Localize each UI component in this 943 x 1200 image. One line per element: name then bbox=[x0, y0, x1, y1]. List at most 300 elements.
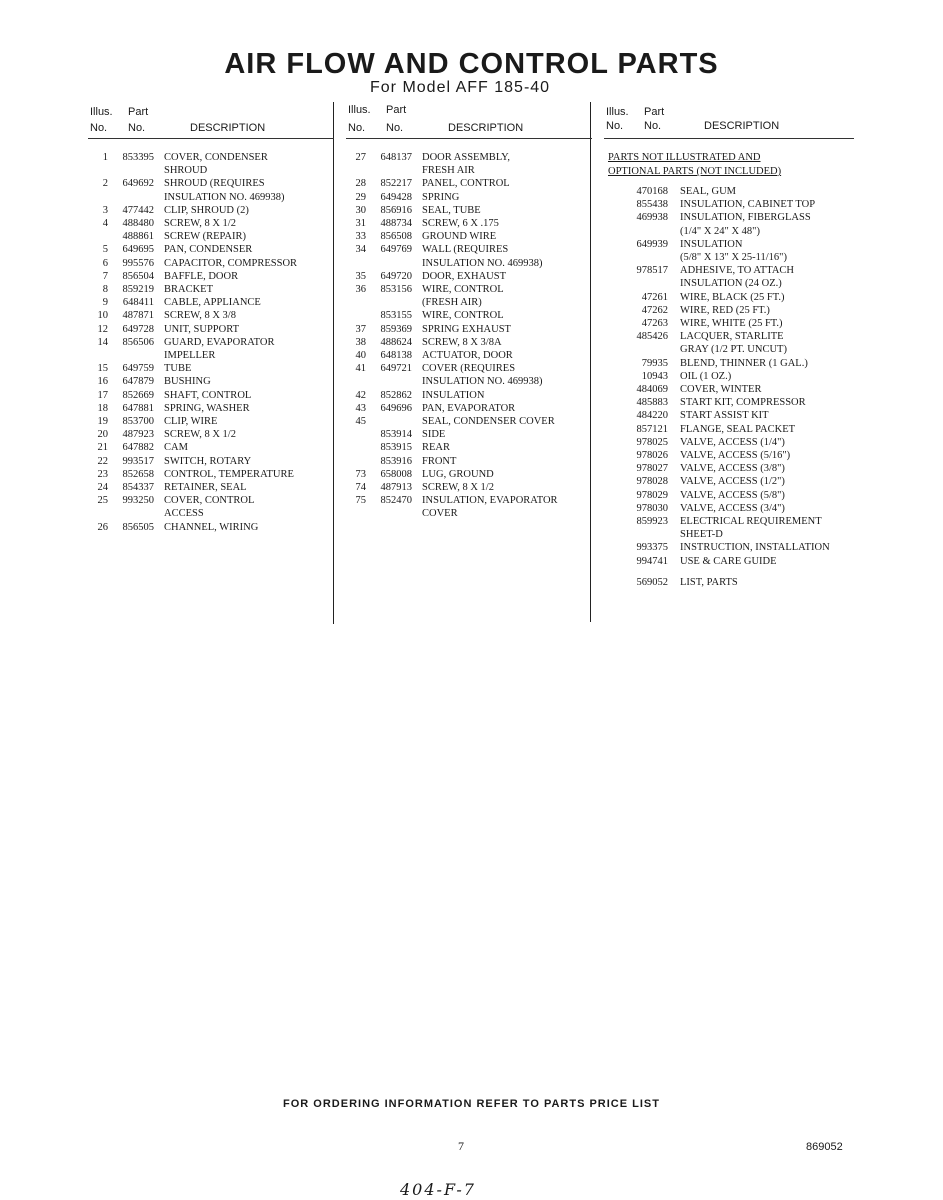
parts-row bbox=[346, 336, 592, 349]
part-description: CABLE, APPLIANCE bbox=[164, 297, 261, 309]
part-number: 995576 bbox=[122, 257, 154, 269]
parts-row bbox=[346, 481, 592, 494]
part-description: FRONT bbox=[422, 455, 457, 467]
header-illus: Illus. bbox=[348, 104, 371, 116]
part-number: 649721 bbox=[380, 363, 412, 375]
part-number: 852470 bbox=[380, 495, 412, 507]
illus-number: 29 bbox=[355, 191, 366, 203]
part-number: 647882 bbox=[122, 442, 154, 454]
parts-row bbox=[346, 362, 592, 375]
part-description: LIST, PARTS bbox=[680, 576, 738, 588]
parts-row bbox=[346, 151, 592, 164]
parts-row bbox=[604, 462, 854, 475]
part-number: 994741 bbox=[636, 555, 668, 567]
part-number: 855438 bbox=[636, 199, 668, 211]
illus-number: 6 bbox=[102, 257, 108, 269]
part-number: 487871 bbox=[122, 310, 154, 322]
part-description: INSULATION bbox=[422, 389, 485, 401]
part-description: SHROUD bbox=[164, 165, 208, 177]
illus-number: 3 bbox=[102, 204, 108, 216]
part-number: 484069 bbox=[636, 384, 668, 396]
parts-row bbox=[604, 409, 854, 422]
part-number: 648411 bbox=[122, 297, 154, 309]
part-number: 993250 bbox=[122, 495, 154, 507]
parts-row bbox=[604, 264, 854, 277]
parts-row bbox=[604, 449, 854, 462]
parts-column-2 bbox=[346, 104, 592, 521]
part-description: BAFFLE, DOOR bbox=[164, 270, 239, 282]
illus-number: 42 bbox=[355, 389, 366, 401]
parts-row bbox=[346, 428, 592, 441]
parts-row bbox=[88, 375, 334, 388]
parts-row bbox=[346, 349, 592, 362]
part-number: 485883 bbox=[636, 397, 668, 409]
ordering-footer: FOR ORDERING INFORMATION REFER TO PARTS PRICE LIST bbox=[283, 1098, 660, 1110]
illus-number: 28 bbox=[355, 178, 366, 190]
parts-row bbox=[346, 243, 592, 256]
part-description: RETAINER, SEAL bbox=[164, 482, 247, 494]
part-number: 856508 bbox=[380, 231, 412, 243]
part-number: 488624 bbox=[380, 336, 412, 348]
illus-number: 75 bbox=[355, 495, 366, 507]
parts-row bbox=[604, 383, 854, 396]
part-description: SCREW, 8 X 1/2 bbox=[164, 218, 236, 230]
part-description: SPRING, WASHER bbox=[164, 402, 250, 414]
parts-row bbox=[88, 243, 334, 256]
illus-number: 24 bbox=[97, 482, 108, 494]
illus-number: 9 bbox=[102, 297, 108, 309]
part-description: INSULATION, FIBERGLASS bbox=[680, 212, 811, 224]
illus-number: 17 bbox=[97, 389, 108, 401]
part-description: FLANGE, SEAL PACKET bbox=[680, 423, 796, 435]
part-number: 647881 bbox=[122, 402, 154, 414]
part-description: WIRE, RED (25 FT.) bbox=[680, 304, 770, 316]
parts-row bbox=[88, 270, 334, 283]
part-description: SEAL, TUBE bbox=[422, 204, 481, 216]
parts-row bbox=[604, 304, 854, 317]
parts-row bbox=[346, 402, 592, 415]
parts-list bbox=[346, 151, 592, 521]
part-number: 993517 bbox=[122, 455, 154, 467]
part-number: 978030 bbox=[636, 502, 668, 514]
header-no: No. bbox=[90, 122, 108, 134]
part-description: PAN, EVAPORATOR bbox=[422, 402, 516, 414]
illus-number: 21 bbox=[97, 442, 108, 454]
part-number: 853155 bbox=[380, 310, 412, 322]
parts-row bbox=[88, 336, 334, 349]
part-description: SCREW, 8 X 1/2 bbox=[422, 482, 494, 494]
column-header bbox=[346, 104, 592, 139]
part-description: WIRE, CONTROL bbox=[422, 310, 504, 322]
part-number: 649769 bbox=[380, 244, 412, 256]
illus-number: 10 bbox=[97, 310, 108, 322]
parts-row bbox=[604, 555, 854, 568]
parts-row bbox=[604, 423, 854, 436]
part-number: 10943 bbox=[641, 370, 668, 382]
part-description: ACCESS bbox=[164, 508, 204, 520]
parts-row bbox=[88, 362, 334, 375]
part-number: 648137 bbox=[380, 152, 412, 163]
part-description: CHANNEL, WIRING bbox=[164, 521, 259, 533]
document-number: 869052 bbox=[806, 1141, 843, 1153]
parts-row bbox=[346, 257, 592, 270]
part-description: WALL (REQUIRES bbox=[422, 244, 509, 256]
part-number: 487913 bbox=[380, 482, 412, 494]
parts-row bbox=[346, 270, 592, 283]
illus-number: 8 bbox=[102, 284, 108, 296]
part-description: BUSHING bbox=[164, 376, 211, 388]
header-description: DESCRIPTION bbox=[190, 122, 266, 134]
parts-row bbox=[604, 515, 854, 528]
parts-row bbox=[346, 177, 592, 190]
illus-number: 38 bbox=[355, 336, 366, 348]
handwritten-annotation: 404-F-7 bbox=[400, 1180, 476, 1199]
part-number: 993375 bbox=[636, 542, 668, 554]
parts-row bbox=[88, 204, 334, 217]
part-description: INSULATION, CABINET TOP bbox=[680, 199, 816, 211]
part-description: INSULATION NO. 469938) bbox=[422, 376, 543, 388]
parts-row bbox=[604, 370, 854, 383]
parts-row bbox=[346, 389, 592, 402]
parts-row bbox=[346, 164, 592, 177]
part-number: 485426 bbox=[636, 331, 668, 343]
not-illustrated-note-line: PARTS NOT ILLUSTRATED AND bbox=[608, 152, 761, 163]
illus-number: 43 bbox=[355, 402, 366, 414]
part-description: COVER (REQUIRES bbox=[422, 363, 516, 375]
page-title: AIR FLOW AND CONTROL PARTS bbox=[224, 48, 719, 80]
header-no: No. bbox=[128, 122, 146, 134]
part-description: VALVE, ACCESS (3/4") bbox=[680, 502, 785, 514]
part-description: VALVE, ACCESS (1/4") bbox=[680, 436, 785, 448]
header-part: Part bbox=[386, 104, 407, 116]
part-description: PAN, CONDENSER bbox=[164, 244, 253, 256]
part-number: 649728 bbox=[122, 323, 154, 335]
part-number: 978517 bbox=[636, 265, 668, 277]
illus-number: 16 bbox=[97, 376, 108, 388]
part-description: SCREW, 8 X 3/8 bbox=[164, 310, 236, 322]
part-description: SPRING EXHAUST bbox=[422, 323, 511, 335]
parts-row bbox=[346, 415, 592, 428]
header-no: No. bbox=[644, 120, 662, 132]
illus-number: 26 bbox=[97, 521, 108, 533]
column-header bbox=[604, 104, 854, 139]
illus-number: 23 bbox=[97, 468, 108, 480]
parts-row bbox=[88, 230, 334, 243]
part-description: WIRE, WHITE (25 FT.) bbox=[680, 318, 783, 330]
header-no: No. bbox=[348, 122, 366, 134]
part-description: SHAFT, CONTROL bbox=[164, 389, 252, 401]
part-description: COVER, WINTER bbox=[680, 384, 762, 396]
parts-row bbox=[346, 296, 592, 309]
parts-row bbox=[604, 541, 854, 554]
parts-row bbox=[604, 317, 854, 330]
part-description: CAM bbox=[164, 442, 188, 454]
illus-number: 2 bbox=[102, 178, 108, 190]
parts-row bbox=[88, 468, 334, 481]
part-number: 477442 bbox=[122, 204, 154, 216]
header-no: No. bbox=[606, 120, 624, 132]
part-number: 488861 bbox=[122, 231, 154, 243]
illus-number: 5 bbox=[102, 244, 108, 256]
part-description: WIRE, BLACK (25 FT.) bbox=[680, 291, 785, 303]
parts-row bbox=[604, 396, 854, 409]
parts-row bbox=[88, 296, 334, 309]
part-number: 649720 bbox=[380, 270, 412, 282]
part-number: 487923 bbox=[122, 429, 154, 441]
parts-row bbox=[604, 489, 854, 502]
part-description: WIRE, CONTROL bbox=[422, 284, 504, 296]
part-description: CLIP, WIRE bbox=[164, 416, 218, 428]
part-number: 488734 bbox=[380, 218, 412, 230]
part-description: IMPELLER bbox=[164, 350, 216, 362]
parts-row bbox=[604, 330, 854, 343]
parts-row bbox=[88, 257, 334, 270]
parts-row bbox=[88, 481, 334, 494]
part-description: INSULATION NO. 469938) bbox=[422, 257, 543, 269]
part-number: 852862 bbox=[380, 389, 412, 401]
part-description: ADHESIVE, TO ATTACH bbox=[680, 265, 794, 277]
part-number: 649428 bbox=[380, 191, 412, 203]
part-number: 859923 bbox=[636, 516, 668, 528]
part-number: 859219 bbox=[122, 284, 154, 296]
part-number: 853156 bbox=[380, 284, 412, 296]
part-number: 658008 bbox=[380, 468, 412, 480]
parts-row bbox=[604, 238, 854, 251]
illus-number: 19 bbox=[97, 416, 108, 428]
part-description: COVER, CONTROL bbox=[164, 495, 255, 507]
part-description: COVER, CONDENSER bbox=[164, 152, 268, 163]
illus-number: 1 bbox=[102, 152, 108, 163]
parts-row bbox=[88, 191, 334, 204]
parts-row bbox=[604, 528, 854, 541]
part-number: 978028 bbox=[636, 476, 668, 488]
part-number: 469938 bbox=[636, 212, 668, 224]
illus-number: 4 bbox=[102, 218, 108, 230]
part-number: 856506 bbox=[122, 336, 154, 348]
part-description: VALVE, ACCESS (1/2") bbox=[680, 476, 785, 488]
part-description: SCREW, 8 X 1/2 bbox=[164, 429, 236, 441]
parts-row bbox=[88, 177, 334, 190]
parts-row bbox=[604, 251, 854, 264]
part-description: START ASSIST KIT bbox=[680, 410, 769, 422]
part-description: VALVE, ACCESS (5/16") bbox=[680, 450, 791, 462]
parts-row bbox=[88, 389, 334, 402]
part-description: SCREW, 8 X 3/8A bbox=[422, 336, 502, 348]
part-number: 649692 bbox=[122, 178, 154, 190]
illus-number: 35 bbox=[355, 270, 366, 282]
part-number: 856505 bbox=[122, 521, 154, 533]
part-description: PANEL, CONTROL bbox=[422, 178, 510, 190]
part-description: GUARD, EVAPORATOR bbox=[164, 336, 275, 348]
parts-row bbox=[604, 436, 854, 449]
parts-column-3 bbox=[604, 104, 854, 589]
part-description: ACTUATOR, DOOR bbox=[422, 350, 513, 362]
part-description: START KIT, COMPRESSOR bbox=[680, 397, 806, 409]
part-description: INSULATION, EVAPORATOR bbox=[422, 495, 558, 507]
illus-number: 74 bbox=[355, 482, 366, 494]
part-number: 470168 bbox=[636, 186, 668, 197]
parts-row bbox=[604, 225, 854, 238]
header-description: DESCRIPTION bbox=[448, 122, 524, 134]
illus-number: 30 bbox=[355, 204, 366, 216]
illus-number: 36 bbox=[355, 284, 366, 296]
parts-row bbox=[88, 441, 334, 454]
part-description: GRAY (1/2 PT. UNCUT) bbox=[680, 344, 787, 356]
parts-row bbox=[88, 217, 334, 230]
part-number: 47262 bbox=[641, 304, 668, 316]
part-description: SCREW, 6 X .175 bbox=[422, 218, 499, 230]
part-description: SWITCH, ROTARY bbox=[164, 455, 252, 467]
part-description: GROUND WIRE bbox=[422, 231, 497, 243]
part-description: FRESH AIR bbox=[422, 165, 475, 177]
part-description: CLIP, SHROUD (2) bbox=[164, 204, 249, 216]
illus-number: 37 bbox=[355, 323, 366, 335]
part-description: INSTRUCTION, INSTALLATION bbox=[680, 542, 830, 554]
part-number: 649939 bbox=[636, 238, 668, 250]
parts-row bbox=[346, 375, 592, 388]
part-description: VALVE, ACCESS (3/8") bbox=[680, 463, 785, 475]
parts-row bbox=[604, 343, 854, 356]
illus-number: 25 bbox=[97, 495, 108, 507]
part-description: CONTROL, TEMPERATURE bbox=[164, 468, 294, 480]
illus-number: 31 bbox=[355, 218, 366, 230]
part-description: (FRESH AIR) bbox=[422, 297, 482, 309]
parts-row bbox=[604, 198, 854, 211]
parts-row bbox=[88, 323, 334, 336]
parts-row bbox=[88, 283, 334, 296]
parts-row bbox=[88, 507, 334, 520]
parts-row bbox=[604, 211, 854, 224]
parts-row bbox=[604, 277, 854, 290]
illus-number: 45 bbox=[355, 416, 366, 428]
part-description: SHEET-D bbox=[680, 529, 723, 541]
parts-row bbox=[346, 494, 592, 507]
illus-number: 34 bbox=[355, 244, 366, 256]
part-number: 853916 bbox=[380, 455, 412, 467]
part-description: (5/8" X 13" X 25-11/16") bbox=[680, 252, 787, 264]
parts-row bbox=[604, 357, 854, 370]
part-number: 852658 bbox=[122, 468, 154, 480]
part-number: 853700 bbox=[122, 416, 154, 428]
illus-number: 15 bbox=[97, 363, 108, 375]
parts-row bbox=[88, 428, 334, 441]
part-number: 852669 bbox=[122, 389, 154, 401]
part-description: SEAL, CONDENSER COVER bbox=[422, 416, 555, 428]
part-description: SHROUD (REQUIRES bbox=[164, 178, 265, 190]
parts-column-1 bbox=[88, 104, 334, 534]
part-number: 647879 bbox=[122, 376, 154, 388]
part-number: 853914 bbox=[380, 429, 412, 441]
illus-number: 27 bbox=[355, 152, 366, 163]
header-description: DESCRIPTION bbox=[704, 120, 780, 132]
parts-row bbox=[604, 502, 854, 515]
part-number: 47263 bbox=[641, 318, 668, 330]
parts-row bbox=[88, 455, 334, 468]
part-number: 488480 bbox=[122, 218, 154, 230]
illus-number: 40 bbox=[355, 350, 366, 362]
part-description: REAR bbox=[422, 442, 451, 454]
parts-row bbox=[346, 230, 592, 243]
page-subtitle: For Model AFF 185-40 bbox=[370, 79, 551, 96]
parts-row bbox=[346, 283, 592, 296]
parts-row bbox=[88, 415, 334, 428]
parts-row bbox=[88, 309, 334, 322]
part-description: SPRING bbox=[422, 191, 460, 203]
part-number: 978026 bbox=[636, 450, 668, 462]
parts-list bbox=[88, 151, 334, 534]
illus-number: 73 bbox=[355, 468, 366, 480]
parts-row bbox=[604, 291, 854, 304]
illus-number: 18 bbox=[97, 402, 108, 414]
part-number: 569052 bbox=[636, 576, 668, 588]
parts-row bbox=[88, 349, 334, 362]
parts-row bbox=[346, 468, 592, 481]
illus-number: 33 bbox=[355, 231, 366, 243]
header-part: Part bbox=[128, 106, 149, 118]
illus-number: 7 bbox=[102, 270, 108, 282]
part-description: COVER bbox=[422, 508, 458, 520]
parts-row bbox=[88, 151, 334, 164]
part-description: SEAL, GUM bbox=[680, 186, 737, 197]
header-illus: Illus. bbox=[90, 106, 113, 118]
header-part: Part bbox=[644, 106, 665, 118]
not-illustrated-note-line: OPTIONAL PARTS (NOT INCLUDED) bbox=[608, 166, 782, 177]
part-description: SCREW (REPAIR) bbox=[164, 231, 246, 243]
part-number: 978027 bbox=[636, 463, 668, 475]
column-header bbox=[88, 104, 334, 139]
part-number: 856916 bbox=[380, 204, 412, 216]
parts-row bbox=[88, 402, 334, 415]
part-description: DOOR ASSEMBLY, bbox=[422, 152, 511, 163]
part-description: USE & CARE GUIDE bbox=[680, 555, 777, 567]
parts-row bbox=[346, 191, 592, 204]
part-description: INSULATION bbox=[680, 238, 743, 250]
parts-row bbox=[604, 576, 854, 589]
part-number: 853915 bbox=[380, 442, 412, 454]
header-no: No. bbox=[386, 122, 404, 134]
parts-row bbox=[88, 164, 334, 177]
parts-row bbox=[346, 217, 592, 230]
part-description: INSULATION NO. 469938) bbox=[164, 191, 285, 203]
part-number: 852217 bbox=[380, 178, 412, 190]
illus-number: 14 bbox=[97, 336, 108, 348]
parts-row bbox=[346, 309, 592, 322]
parts-row bbox=[346, 507, 592, 520]
parts-row bbox=[604, 475, 854, 488]
part-number: 978025 bbox=[636, 436, 668, 448]
part-number: 856504 bbox=[122, 270, 154, 282]
illus-number: 12 bbox=[97, 323, 108, 335]
part-number: 649759 bbox=[122, 363, 154, 375]
part-number: 649696 bbox=[380, 402, 412, 414]
parts-row bbox=[346, 441, 592, 454]
parts-row bbox=[346, 455, 592, 468]
part-description: (1/4" X 24" X 48") bbox=[680, 225, 760, 237]
part-number: 859369 bbox=[380, 323, 412, 335]
part-number: 978029 bbox=[636, 489, 668, 501]
part-description: CAPACITOR, COMPRESSOR bbox=[164, 257, 298, 269]
part-number: 854337 bbox=[122, 482, 154, 494]
part-number: 648138 bbox=[380, 350, 412, 362]
part-description: SIDE bbox=[422, 429, 446, 441]
part-description: INSULATION (24 OZ.) bbox=[680, 278, 782, 290]
part-description: OIL (1 OZ.) bbox=[680, 370, 732, 382]
parts-row bbox=[88, 521, 334, 534]
illus-number: 41 bbox=[355, 363, 366, 375]
page-number: 7 bbox=[458, 1139, 464, 1153]
parts-row bbox=[346, 204, 592, 217]
parts-list bbox=[604, 151, 854, 589]
